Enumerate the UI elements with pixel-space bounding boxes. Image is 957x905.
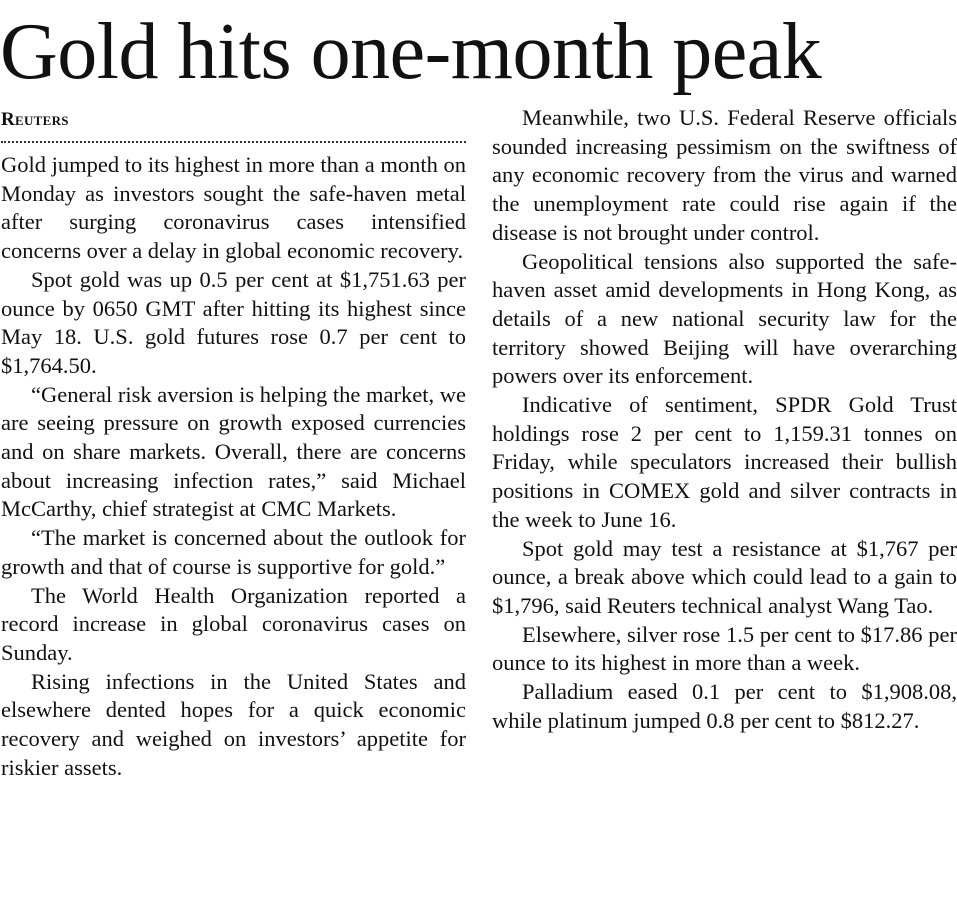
paragraph: Geopolitical tensions also supported the safe-haven asset amid developments in Hong Kong, as details of a new national security law for the territory showed Beijing will have overarching powers over its enforcement. <box>492 248 957 389</box>
paragraph: Meanwhile, two U.S. Federal Reserve officials sounded increasing pessimism on the swiftness of any economic recovery from the virus and warned the unemployment rate could rise again if the disease is not brought under control. <box>492 105 957 245</box>
paragraph: Indicative of sentiment, SPDR Gold Trust holdings rose 2 per cent to 1,159.31 tonnes on Friday, while speculators increased their bullish positions in COMEX gold and silver contracts in the week to June 16. <box>492 392 957 532</box>
article-column-right <box>492 104 957 735</box>
paragraph: Elsewhere, silver rose 1.5 per cent to $17.86 per ounce to its highest in more than a week. <box>492 621 957 676</box>
article-column-left <box>1 104 466 782</box>
paragraph: The World Health Organization reported a record increase in global coronavirus cases on Sunday. <box>1 582 466 665</box>
paragraph: Palladium eased 0.1 per cent to $1,908.08, while platinum jumped 0.8 per cent to $812.27. <box>492 679 957 733</box>
paragraph: “The market is concerned about the outlook for growth and that of course is supportive for gold.” <box>1 525 466 579</box>
paragraph: Rising infections in the United States and elsewhere dented hopes for a quick economic recovery and weighed on investors’ appetite for riskier assets. <box>1 668 466 780</box>
byline: Reuters <box>1 109 69 130</box>
paragraph: Spot gold may test a resistance at $1,767 per ounce, a break above which could lead to a gain to $1,796, said Reuters technical analyst Wang Tao. <box>492 535 957 618</box>
headline: Gold hits one-month peak <box>0 8 822 96</box>
paragraph: “General risk aversion is helping the market, we are seeing pressure on growth exposed currencies and on share markets. Overall, there are concerns about increasing infection rates,” said Michael McCarthy, chief strategist at CMC Markets. <box>1 381 466 522</box>
paragraph: Gold jumped to its highest in more than a month on Monday as investors sought the safe-haven metal after surging coronavirus cases intensified concerns over a delay in global economic recovery. <box>1 152 466 264</box>
paragraph: Spot gold was up 0.5 per cent at $1,751.63 per ounce by 0650 GMT after hitting its highest since May 18. U.S. gold futures rose 0.7 per cent to $1,764.50. <box>1 266 466 378</box>
byline-divider <box>1 141 466 143</box>
